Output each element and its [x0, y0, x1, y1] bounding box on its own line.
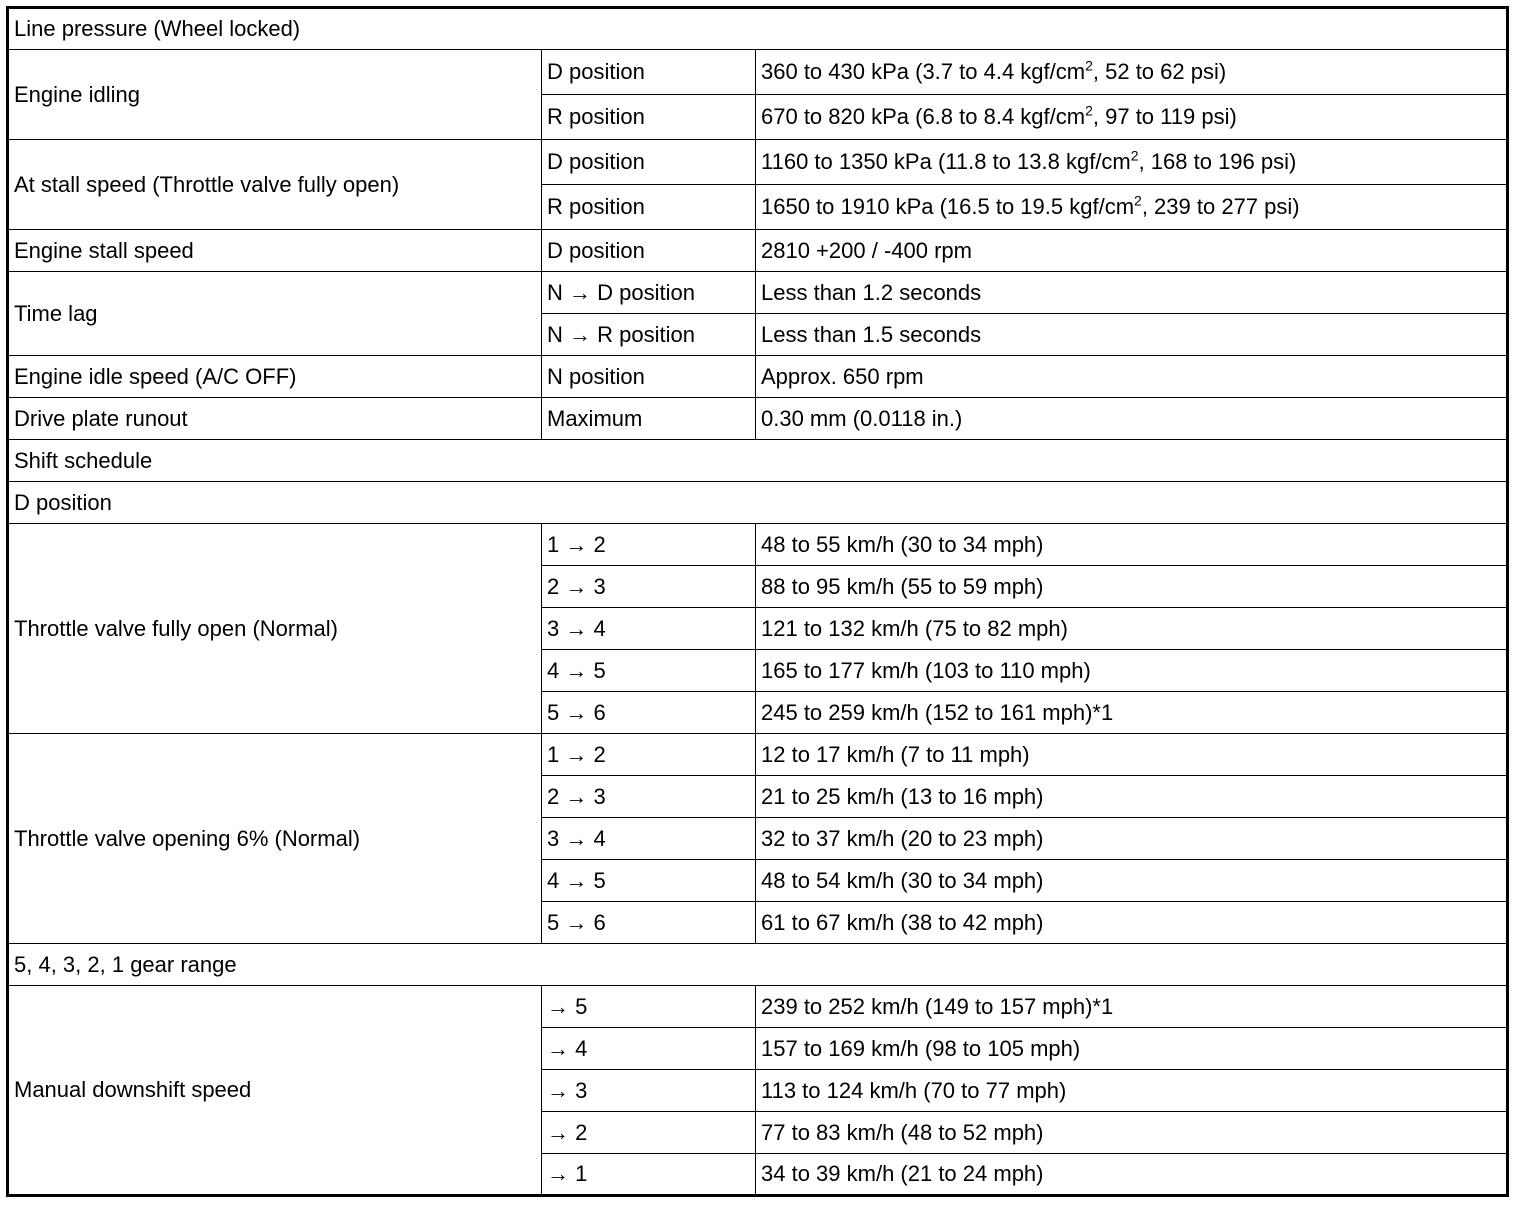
value-cell: 34 to 39 km/h (21 to 24 mph)	[756, 1154, 1508, 1196]
value-cell: 48 to 55 km/h (30 to 34 mph)	[756, 524, 1508, 566]
value-cell	[756, 140, 1508, 185]
item-label: Engine stall speed	[8, 230, 542, 272]
item-label: Drive plate runout	[8, 398, 542, 440]
value-text: , 97 to 119 psi)	[1092, 104, 1237, 129]
condition-cell: Maximum	[542, 398, 756, 440]
item-label: At stall speed (Throttle valve fully open)	[8, 140, 542, 230]
value-cell: 239 to 252 km/h (149 to 157 mph)*1	[756, 986, 1508, 1028]
condition-cell: N → D position	[542, 272, 756, 314]
value-cell: 245 to 259 km/h (152 to 161 mph)*1	[756, 692, 1508, 734]
value-cell: 165 to 177 km/h (103 to 110 mph)	[756, 650, 1508, 692]
value-cell: Approx. 650 rpm	[756, 356, 1508, 398]
value-cell: 61 to 67 km/h (38 to 42 mph)	[756, 902, 1508, 944]
condition-cell: → 5	[542, 986, 756, 1028]
condition-cell: 1 → 2	[542, 524, 756, 566]
value-text: , 52 to 62 psi)	[1092, 59, 1227, 84]
item-label: Engine idling	[8, 50, 542, 140]
condition-cell: 2 → 3	[542, 776, 756, 818]
value-text: , 239 to 277 psi)	[1141, 194, 1300, 219]
value-text: , 168 to 196 psi)	[1138, 149, 1297, 174]
table-row	[8, 734, 1508, 776]
table-row	[8, 140, 1508, 185]
section-row	[8, 944, 1508, 986]
condition-cell: R position	[542, 95, 756, 140]
condition-cell: N → R position	[542, 314, 756, 356]
section-row	[8, 440, 1508, 482]
table-row	[8, 986, 1508, 1028]
condition-cell: 2 → 3	[542, 566, 756, 608]
spec-table	[6, 6, 1509, 1197]
condition-cell: N position	[542, 356, 756, 398]
condition-cell: → 3	[542, 1070, 756, 1112]
value-cell: 113 to 124 km/h (70 to 77 mph)	[756, 1070, 1508, 1112]
condition-cell: → 1	[542, 1154, 756, 1196]
table-row	[8, 356, 1508, 398]
value-cell: 121 to 132 km/h (75 to 82 mph)	[756, 608, 1508, 650]
section-row	[8, 482, 1508, 524]
value-text: 1160 to 1350 kPa (11.8 to 13.8 kgf/cm	[761, 149, 1131, 174]
condition-cell: 3 → 4	[542, 818, 756, 860]
table-row	[8, 50, 1508, 95]
item-label: Engine idle speed (A/C OFF)	[8, 356, 542, 398]
value-text: 670 to 820 kPa (6.8 to 8.4 kgf/cm	[761, 104, 1086, 129]
table-row	[8, 230, 1508, 272]
value-cell: 77 to 83 km/h (48 to 52 mph)	[756, 1112, 1508, 1154]
value-cell: 12 to 17 km/h (7 to 11 mph)	[756, 734, 1508, 776]
superscript: 2	[1085, 102, 1093, 119]
condition-cell: D position	[542, 140, 756, 185]
condition-cell: → 4	[542, 1028, 756, 1070]
value-cell: 0.30 mm (0.0118 in.)	[756, 398, 1508, 440]
condition-cell: 5 → 6	[542, 692, 756, 734]
table-row	[8, 524, 1508, 566]
condition-cell: R position	[542, 185, 756, 230]
condition-cell: D position	[542, 230, 756, 272]
section-header-shift-schedule: Shift schedule	[8, 440, 1508, 482]
value-text: 360 to 430 kPa (3.7 to 4.4 kgf/cm	[761, 59, 1086, 84]
superscript: 2	[1130, 147, 1139, 164]
condition-cell: D position	[542, 50, 756, 95]
value-cell: 48 to 54 km/h (30 to 34 mph)	[756, 860, 1508, 902]
condition-cell: 1 → 2	[542, 734, 756, 776]
table-row	[8, 272, 1508, 314]
value-cell: 157 to 169 km/h (98 to 105 mph)	[756, 1028, 1508, 1070]
condition-cell: 4 → 5	[542, 860, 756, 902]
condition-cell: 5 → 6	[542, 902, 756, 944]
section-header-line-pressure: Line pressure (Wheel locked)	[8, 8, 1508, 50]
condition-cell: → 2	[542, 1112, 756, 1154]
section-row	[8, 8, 1508, 50]
item-label: Throttle valve fully open (Normal)	[8, 524, 542, 734]
superscript: 2	[1134, 192, 1142, 209]
condition-cell: 3 → 4	[542, 608, 756, 650]
superscript: 2	[1085, 57, 1093, 74]
value-cell	[756, 50, 1508, 95]
condition-cell: 4 → 5	[542, 650, 756, 692]
value-cell: 88 to 95 km/h (55 to 59 mph)	[756, 566, 1508, 608]
section-header-d-position: D position	[8, 482, 1508, 524]
value-cell	[756, 185, 1508, 230]
item-label: Time lag	[8, 272, 542, 356]
section-header-gear-range: 5, 4, 3, 2, 1 gear range	[8, 944, 1508, 986]
value-cell: Less than 1.2 seconds	[756, 272, 1508, 314]
item-label: Manual downshift speed	[8, 986, 542, 1196]
value-cell: 2810 +200 / -400 rpm	[756, 230, 1508, 272]
value-cell: 21 to 25 km/h (13 to 16 mph)	[756, 776, 1508, 818]
item-label: Throttle valve opening 6% (Normal)	[8, 734, 542, 944]
value-cell: 32 to 37 km/h (20 to 23 mph)	[756, 818, 1508, 860]
table-row	[8, 398, 1508, 440]
value-cell	[756, 95, 1508, 140]
value-cell: Less than 1.5 seconds	[756, 314, 1508, 356]
value-text: 1650 to 1910 kPa (16.5 to 19.5 kgf/cm	[761, 194, 1135, 219]
